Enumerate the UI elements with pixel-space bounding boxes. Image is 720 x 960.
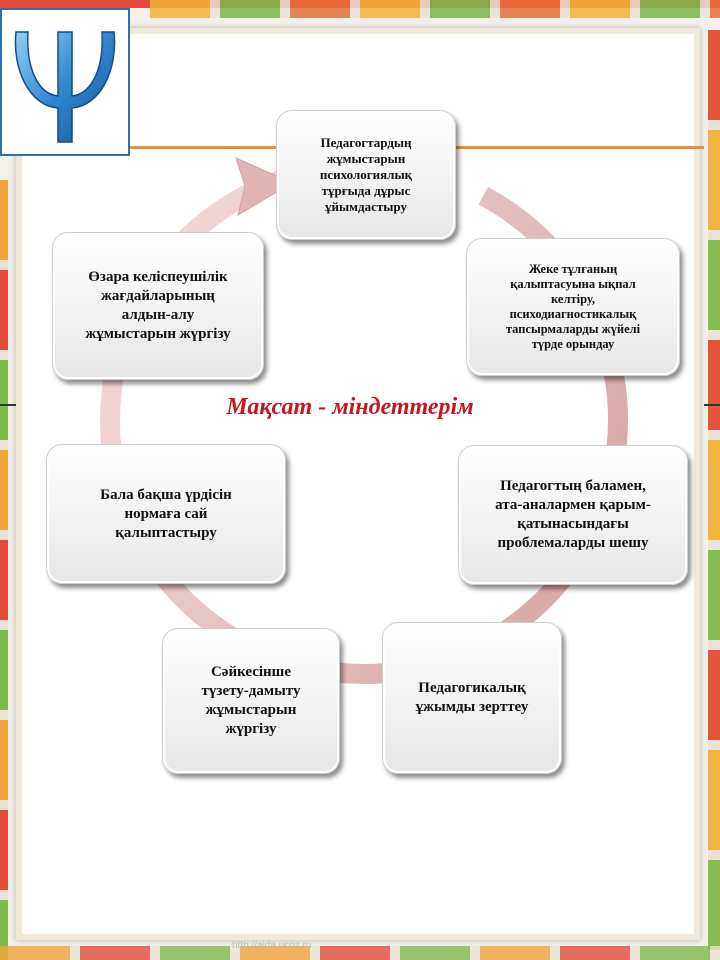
- cycle-item-text: алдын-алу: [121, 307, 195, 323]
- cycle-item-text: психологиялық: [319, 167, 413, 182]
- cycle-item-text: түрде орындау: [531, 337, 615, 351]
- cycle-item-3: [458, 445, 688, 585]
- cycle-item-text: тапсырмаларды жүйелі: [505, 322, 641, 336]
- cycle-item-text: Педагогикалық: [418, 680, 526, 696]
- cycle-item-6: [46, 444, 286, 584]
- cycle-item-4: [382, 622, 562, 774]
- diagram-title: Мақсат - міндеттерім: [226, 394, 474, 420]
- cycle-item-1: [276, 110, 456, 240]
- cycle-item-text: Педагогтың баламен,: [500, 478, 646, 494]
- cycle-item-text: келтіру,: [551, 292, 595, 306]
- cycle-item-text: жүргізу: [225, 721, 277, 737]
- cycle-item-text: проблемаларды шешу: [497, 535, 649, 551]
- cycle-item-text: ұжымды зерттеу: [415, 699, 529, 715]
- cycle-item-text: Өзара келіспеушілік: [88, 269, 228, 285]
- cycle-item-text: нормаға сай: [124, 505, 208, 522]
- cycle-item-text: жағдайларының: [101, 288, 215, 304]
- cycle-item-text: Бала бақша үрдісін: [100, 486, 232, 503]
- cycle-item-text: қалыптасуына ықпал: [510, 277, 636, 291]
- cycle-item-text: психодиагностикалық: [509, 307, 637, 321]
- cycle-item-text: Педагогтардың: [320, 135, 412, 150]
- cycle-item-text: жұмыстарын жүргізу: [85, 326, 231, 342]
- cycle-item-text: қалыптастыру: [115, 524, 217, 541]
- cycle-item-text: тұрғыда дұрыс: [321, 183, 411, 198]
- cycle-item-text: ұйымдастыру: [325, 199, 407, 214]
- cycle-item-text: ата-аналармен қарым-: [495, 497, 651, 513]
- cycle-item-text: қатынасындағы: [517, 516, 629, 532]
- cycle-item-7: [52, 232, 264, 380]
- footer-url: http://aida.ucoz.ru: [232, 940, 312, 951]
- cycle-item-text: Сәйкесінше: [210, 664, 292, 680]
- cycle-item-5: [162, 628, 340, 774]
- cycle-item-text: жұмыстарын: [326, 151, 406, 166]
- cycle-item-2: [466, 238, 680, 376]
- cycle-item-text: жұмыстарын: [205, 702, 297, 718]
- cycle-item-text: түзету-дамыту: [201, 683, 301, 699]
- cycle-item-text: Жеке тұлғаның: [528, 262, 618, 276]
